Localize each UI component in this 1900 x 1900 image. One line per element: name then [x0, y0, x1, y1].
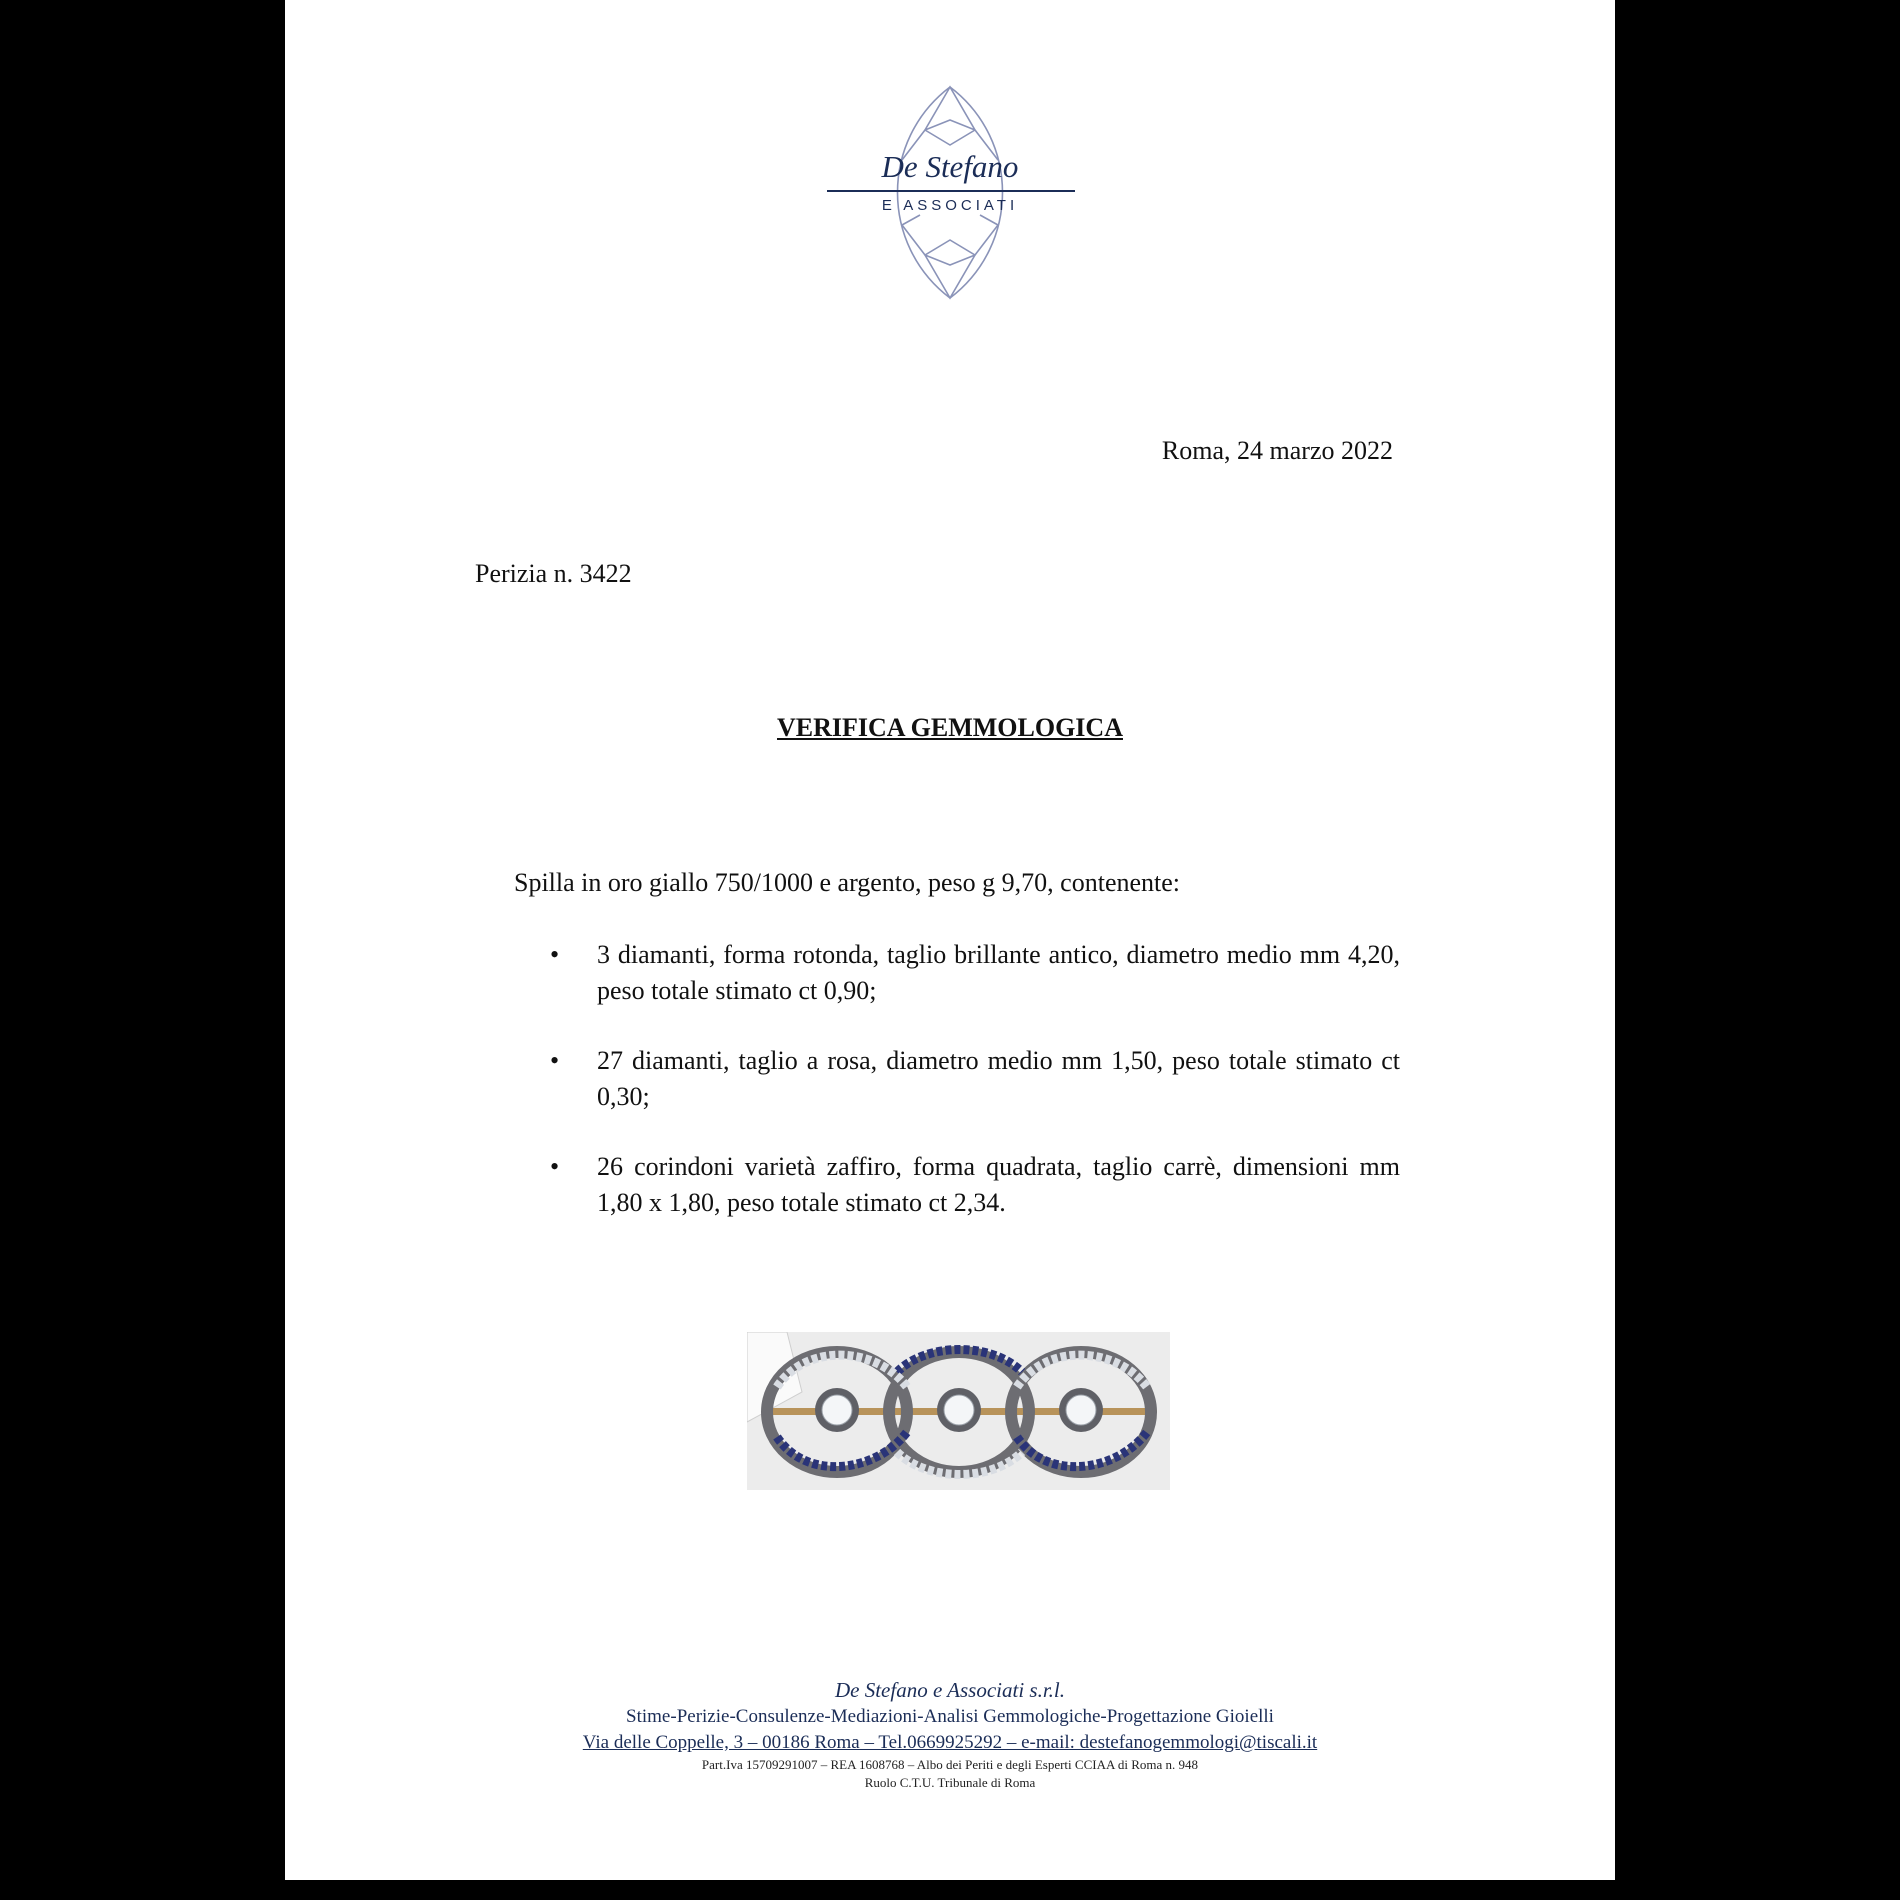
company-logo	[820, 85, 1080, 300]
footer-company: De Stefano e Associati s.r.l.	[834, 1678, 1065, 1702]
footer-court: Ruolo C.T.U. Tribunale di Roma	[864, 1775, 1036, 1790]
logo-name: De Stefano	[881, 149, 1019, 184]
list-item	[550, 1043, 1400, 1115]
list-item-text: 27 diamanti, taglio a rosa, diametro medio mm 1,50, peso totale stimato ct 0,30;	[597, 1046, 1400, 1111]
list-item-text: 26 corindoni varietà zaffiro, forma quadrata, taglio carrè, dimensioni mm 1,80 x 1,80, peso totale stimato ct 2,34.	[597, 1152, 1400, 1217]
gem-list	[550, 937, 1400, 1255]
footer-registry: Part.Iva 15709291007 – REA 1608768 – Albo dei Periti e degli Esperti CCIAA di Roma n. 948	[701, 1757, 1199, 1772]
document-date: Roma, 24 marzo 2022	[1161, 436, 1393, 465]
bullet-icon: •	[550, 940, 560, 969]
footer-contact: Via delle Coppelle, 3 – 00186 Roma – Tel.0669925292 – e-mail: destefanogemmologi@tiscali.it	[582, 1732, 1318, 1753]
bullet-icon: •	[550, 1152, 560, 1181]
marquise-diamond-icon	[820, 85, 1080, 300]
item-description: Spilla in oro giallo 750/1000 e argento, peso g 9,70, contenente:	[514, 868, 1181, 897]
logo-divider	[827, 190, 1075, 192]
list-item	[550, 937, 1400, 1009]
list-item	[550, 1149, 1400, 1221]
footer-services: Stime-Perizie-Consulenze-Mediazioni-Analisi Gemmologiche-Progettazione Gioielli	[626, 1706, 1274, 1727]
appraisal-number: Perizia n. 3422	[475, 559, 632, 588]
brooch-photo	[747, 1332, 1170, 1490]
document-title: VERIFICA GEMMOLOGICA	[777, 713, 1123, 742]
document-page	[285, 0, 1615, 1880]
letterhead-footer	[285, 1676, 1615, 1792]
bullet-icon: •	[550, 1046, 560, 1075]
logo-subtitle: E ASSOCIATI	[881, 197, 1019, 214]
list-item-text: 3 diamanti, forma rotonda, taglio brillante antico, diametro medio mm 4,20, peso totale stimato ct 0,90;	[597, 940, 1400, 1005]
